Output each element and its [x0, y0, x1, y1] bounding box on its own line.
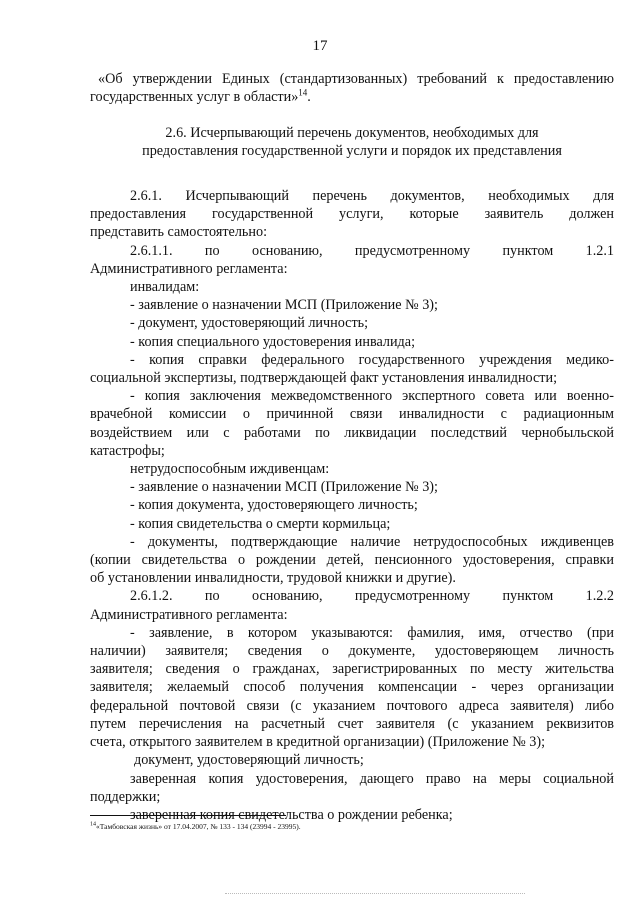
p2611-line-1: 2.6.1.1. по основанию, предусмотренному пунктом 1.2.1 [130, 242, 614, 259]
footnote-number: 14 [90, 821, 96, 828]
dependents-item-4-line-3: об установлении инвалидности, трудовой книжки и другие). [90, 570, 456, 587]
section-heading-line-2: предоставления государственной услуги и порядок их представления [142, 143, 562, 160]
p2612-statement-line: путем перечисления на расчетный счет заявителя (с указанием реквизитов [90, 715, 614, 732]
dependents-item: - заявление о назначении МСП (Приложение № 3); [130, 479, 438, 496]
p2612-statement-line: федеральной почтовой связи (с указанием почтового адреса заявителя) либо [90, 697, 614, 714]
invalids-item-5-line-1: - копия заключения межведомственного экспертного совета или военно- [130, 388, 614, 405]
invalids-item: - заявление о назначении МСП (Приложение № 3); [130, 297, 438, 314]
dependents-item: - копия свидетельства о смерти кормильца; [130, 515, 391, 532]
invalids-item: - документ, удостоверяющий личность; [130, 315, 369, 332]
dependents-item: - копия документа, удостоверяющего личность; [130, 497, 418, 514]
p2612-doc: документ, удостоверяющий личность; [134, 752, 364, 769]
dependents-heading: нетрудоспособным иждивенцам: [130, 461, 330, 478]
scan-artifact-line [225, 893, 525, 894]
dependents-item-4-line-1: - документы, подтверждающие наличие нетрудоспособных иждивенцев [130, 533, 614, 550]
footnote [90, 822, 590, 831]
p2612-statement-line: счета, открытого заявителем в кредитной организации) (Приложение № 3); [90, 734, 546, 751]
p261-line-1: 2.6.1. Исчерпывающий перечень документов, необходимых для [130, 188, 614, 204]
p2612-cert-line-2: поддержки; [90, 788, 161, 805]
invalids-item-4-line-2: социальной экспертизы, подтверждающей факт установления инвалидности; [90, 370, 558, 387]
invalids-item-4-line-1: - копия справки федерального государственного учреждения медико- [130, 351, 614, 368]
footnote-text: «Тамбовская жизнь» от 17.04.2007, № 133 - 134 (23994 - 23995). [96, 822, 301, 831]
invalids-item-5-line-2: врачебной комиссии о причинной связи инвалидности с радиационным [90, 406, 614, 423]
intro-line-1: «Об утверждении Единых (стандартизованных) требований к предоставлению [98, 71, 614, 87]
p261-line-2: предоставления государственной услуги, которые заявитель должен [90, 206, 614, 223]
p2612-statement-line: - заявление, в котором указываются: фамилия, имя, отчество (при [130, 624, 614, 641]
paragraph-2-6-1 [90, 187, 614, 824]
p2611-line-2: Административного регламента: [90, 260, 288, 277]
invalids-item-5-line-4: катастрофы; [90, 442, 165, 459]
section-heading-line-1: 2.6. Исчерпывающий перечень документов, необходимых для [165, 125, 539, 141]
p2612-line-1: 2.6.1.2. по основанию, предусмотренному пунктом 1.2.2 [130, 588, 614, 605]
intro-line-2: государственных услуг в области»$^{14}$. [90, 87, 311, 106]
p2612-line-2: Административного регламента: [90, 606, 288, 623]
invalids-item: - копия специального удостоверения инвалида; [130, 333, 416, 350]
p2612-statement-line: заявителя; сведения о гражданах, зарегистрированных по месту жительства [90, 661, 614, 678]
page-number: 17 [312, 38, 328, 54]
invalids-item-5-line-3: воздействием или с работами по ликвидации последствий чернобыльской [90, 424, 614, 441]
p2612-birth: заверенная копия свидетельства о рождении ребенка; [130, 806, 453, 823]
footnote-separator [90, 815, 286, 816]
p2612-cert-line-1: заверенная копия удостоверения, дающего право на меры социальной [130, 770, 614, 787]
dependents-item-4-line-2: (копии свидетельства о рождении детей, пенсионного удостоверения, справки [90, 552, 614, 569]
footnote-ref: 14 [298, 87, 308, 98]
section-heading [90, 124, 614, 160]
invalids-heading: инвалидам: [130, 279, 200, 296]
p2612-statement-line: наличии) заявителя; сведения о документе, удостоверяющем личность [90, 643, 614, 660]
p261-line-3: представить самостоятельно: [90, 224, 268, 241]
intro-paragraph [90, 70, 614, 106]
p2612-statement-line: заявителя; желаемый способ получения компенсации - через организации [90, 679, 614, 696]
